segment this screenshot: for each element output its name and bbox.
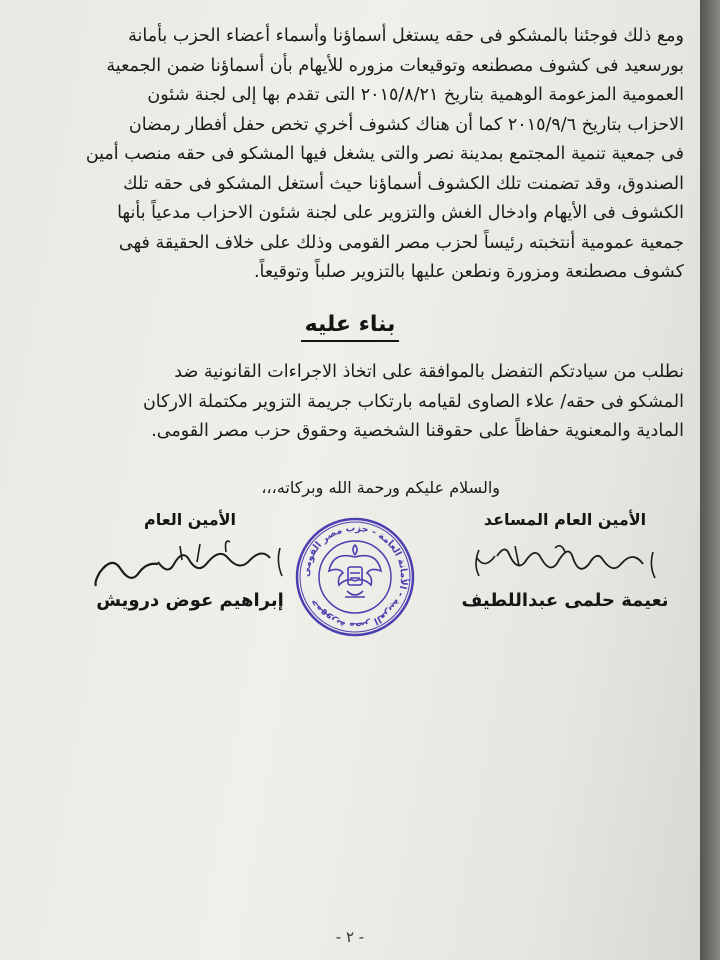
- text-line: الكشوف فى الأيهام وادخال الغش والتزوير على لجنة شئون الاحزاب مدعياً بأنها: [117, 203, 684, 223]
- text-line: الاحزاب بتاريخ ٢٠١٥/٩/٦ كما أن هناك كشوف أخري تخص حفل أفطار رمضان: [128, 114, 684, 135]
- text-line: المشكو فى حقه/ علاء الصاوى لقيامه بارتكاب جريمة التزوير مكتملة الاركان: [142, 391, 684, 412]
- closing-salutation: والسلام عليكم ورحمة الله وبركاته،،،: [261, 478, 500, 497]
- text-line: بورسعيد فى كشوف مصطنعه وتوقيعات مزوره للأيهام بأن أسماؤنا ضمن الجمعية: [106, 55, 684, 76]
- page-number: - ٢ -: [335, 928, 365, 946]
- text-line: نطلب من سيادتكم التفضل بالموافقة على اتخاذ الاجراءات القانونية ضد: [174, 362, 684, 382]
- text-line: المادية والمعنوية حفاظاً على حقوقنا الشخصية وحقوق حزب مصر القومى.: [151, 421, 684, 441]
- handwritten-signature: [455, 534, 675, 590]
- text-line: جمعية عمومية أنتخبته رئيساً لحزب مصر القومى وذلك على خلاف الحقيقة فهى: [118, 232, 684, 253]
- official-seal: [293, 515, 417, 639]
- signatory-name: إبراهيم عوض درويش: [96, 590, 284, 611]
- signatory-title: الأمين العام المساعد: [483, 510, 647, 529]
- signature-block-secretary-general: [80, 510, 300, 611]
- section-heading: [0, 312, 700, 337]
- signature-scribble-icon: [455, 534, 675, 590]
- text-line: كشوف مصطنعة ومزورة ونطعن عليها بالتزوير صلباً وتوقيعاً.: [253, 262, 684, 282]
- paragraph-1: [16, 22, 684, 288]
- signature-block-assistant-secretary: [455, 510, 675, 611]
- seal-icon: [293, 515, 417, 639]
- signatory-title: الأمين العام: [143, 510, 237, 529]
- signatory-name: نعيمة حلمى عبداللطيف: [461, 590, 669, 611]
- text-line: ومع ذلك فوجئنا بالمشكو فى حقه يستغل أسماؤنا وأسماء أعضاء الحزب بأمانة: [128, 26, 684, 46]
- text-line: العمومية المزعومة الوهمية بتاريخ ٢٠١٥/٨/٢١ التى تقدم بها إلى لجنة شئون: [147, 85, 684, 105]
- text-line: فى جمعية تنمية المجتمع بمدينة نصر والتى يشغل فيها المشكو فى حقه منصب أمين: [85, 144, 684, 164]
- page-edge-shadow: [700, 0, 720, 960]
- svg-text:جمهورية مصر العربية - الأمانة: [301, 523, 410, 631]
- text-line: الصندوق، وقد تضمنت تلك الكشوف أسماؤنا حيث أستغل المشكو فى حقه تلك: [123, 173, 684, 194]
- seal-text: جمهورية مصر العربية - الأمانة العامة - حزب مصر القومى: [300, 522, 410, 632]
- heading-text: بناء عليه: [301, 312, 400, 342]
- signature-scribble-icon: [80, 534, 300, 590]
- paragraph-2: [16, 358, 684, 447]
- handwritten-signature: [80, 534, 300, 590]
